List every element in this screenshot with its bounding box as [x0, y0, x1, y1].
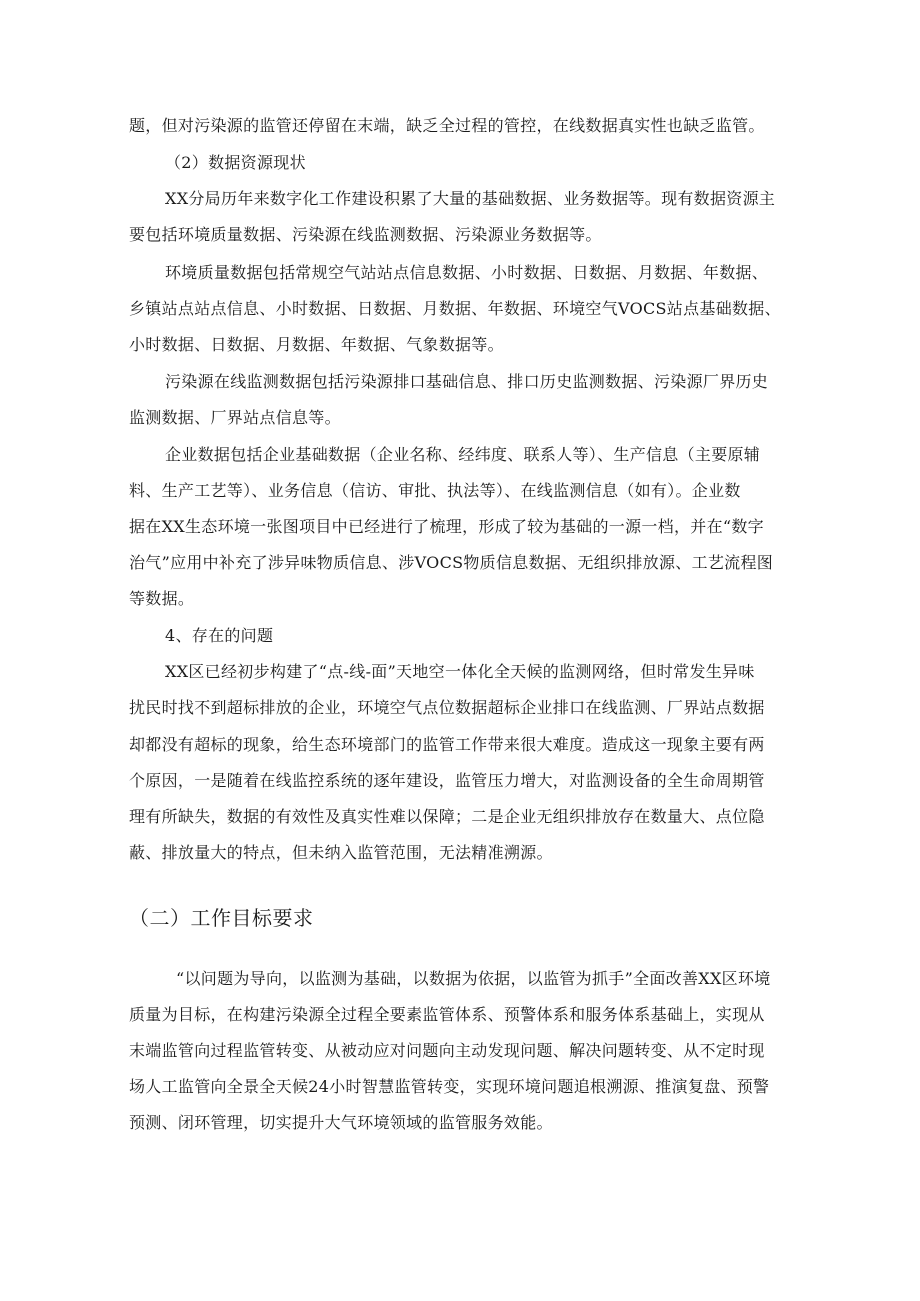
paragraph-line: 等数据。: [129, 589, 195, 608]
paragraph-line: 乡镇站点站点信息、小时数据、日数据、月数据、年数据、环境空气VOCS站点基础数据、: [129, 299, 781, 318]
paragraph-line: 蔽、排放量大的特点，但未纳入监管范围，无法精准溯源。: [129, 843, 553, 862]
paragraph-line: 预测、闭环管理，切实提升大气环境领域的监管服务效能。: [129, 1113, 553, 1132]
paragraph-line: 要包括环境质量数据、污染源在线监测数据、污染源业务数据等。: [129, 225, 602, 244]
paragraph-line: 治气”应用中补充了涉异味物质信息、涉VOCS物质信息数据、无组织排放源、工艺流程图: [129, 553, 774, 572]
paragraph-line: 题，但对污染源的监管还停留在末端，缺乏全过程的管控，在线数据真实性也缺乏监管。: [129, 116, 765, 135]
paragraph-line: 却都没有超标的现象，给生态环境部门的监管工作带来很大难度。造成这一现象主要有两: [129, 735, 765, 754]
paragraph-line: 料、生产工艺等）、业务信息（信访、审批、执法等）、在线监测信息（如有）。企业数: [129, 481, 741, 500]
paragraph-line: 监测数据、厂界站点信息等。: [129, 408, 341, 427]
paragraph-line: 企业数据包括企业基础数据（企业名称、经纬度、联系人等）、生产信息（主要原辅: [165, 445, 761, 464]
paragraph-line: 质量为目标，在构建污染源全过程全要素监管体系、预警体系和服务体系基础上，实现从: [129, 1005, 765, 1024]
paragraph-line: 小时数据、日数据、月数据、年数据、气象数据等。: [129, 335, 504, 354]
paragraph-line: 场人工监管向全景全天候24小时智慧监管转变，实现环境问题追根溯源、推演复盘、预警: [129, 1077, 770, 1096]
paragraph-line: 扰民时找不到超标排放的企业，环境空气点位数据超标企业排口在线监测、厂界站点数据: [129, 698, 765, 717]
paragraph-line: 污染源在线监测数据包括污染源排口基础信息、排口历史监测数据、污染源厂界历史: [165, 372, 769, 391]
paragraph-line: 个原因，一是随着在线监控系统的逐年建设，监管压力增大，对监测设备的全生命周期管: [129, 771, 765, 790]
paragraph-line: XX分局历年来数字化工作建设积累了大量的基础数据、业务数据等。现有数据资源主: [165, 189, 776, 208]
paragraph-line: 环境质量数据包括常规空气站站点信息数据、小时数据、日数据、月数据、年数据、: [165, 263, 769, 282]
paragraph-line: 据在XX生态环境一张图项目中已经进行了梳理，形成了较为基础的一源一档，并在“数字: [129, 517, 764, 536]
section-heading: （二）工作目标要求: [129, 906, 314, 930]
paragraph-line: 末端监管向过程监管转变、从被动应对问题向主动发现问题、解决问题转变、从不定时现: [129, 1041, 765, 1060]
subsection-title: （2）数据资源现状: [165, 153, 306, 172]
subsection-title: 4、存在的问题: [165, 626, 274, 645]
paragraph-line: “以问题为导向，以监测为基础，以数据为依据，以监管为抓手”全面改善XX区环境: [176, 969, 771, 988]
paragraph-line: XX区已经初步构建了“点-线-面”天地空一体化全天候的监测网络，但时常发生异味: [165, 662, 755, 681]
paragraph-line: 理有所缺失，数据的有效性及真实性难以保障；二是企业无组织排放存在数量大、点位隐: [129, 807, 765, 826]
